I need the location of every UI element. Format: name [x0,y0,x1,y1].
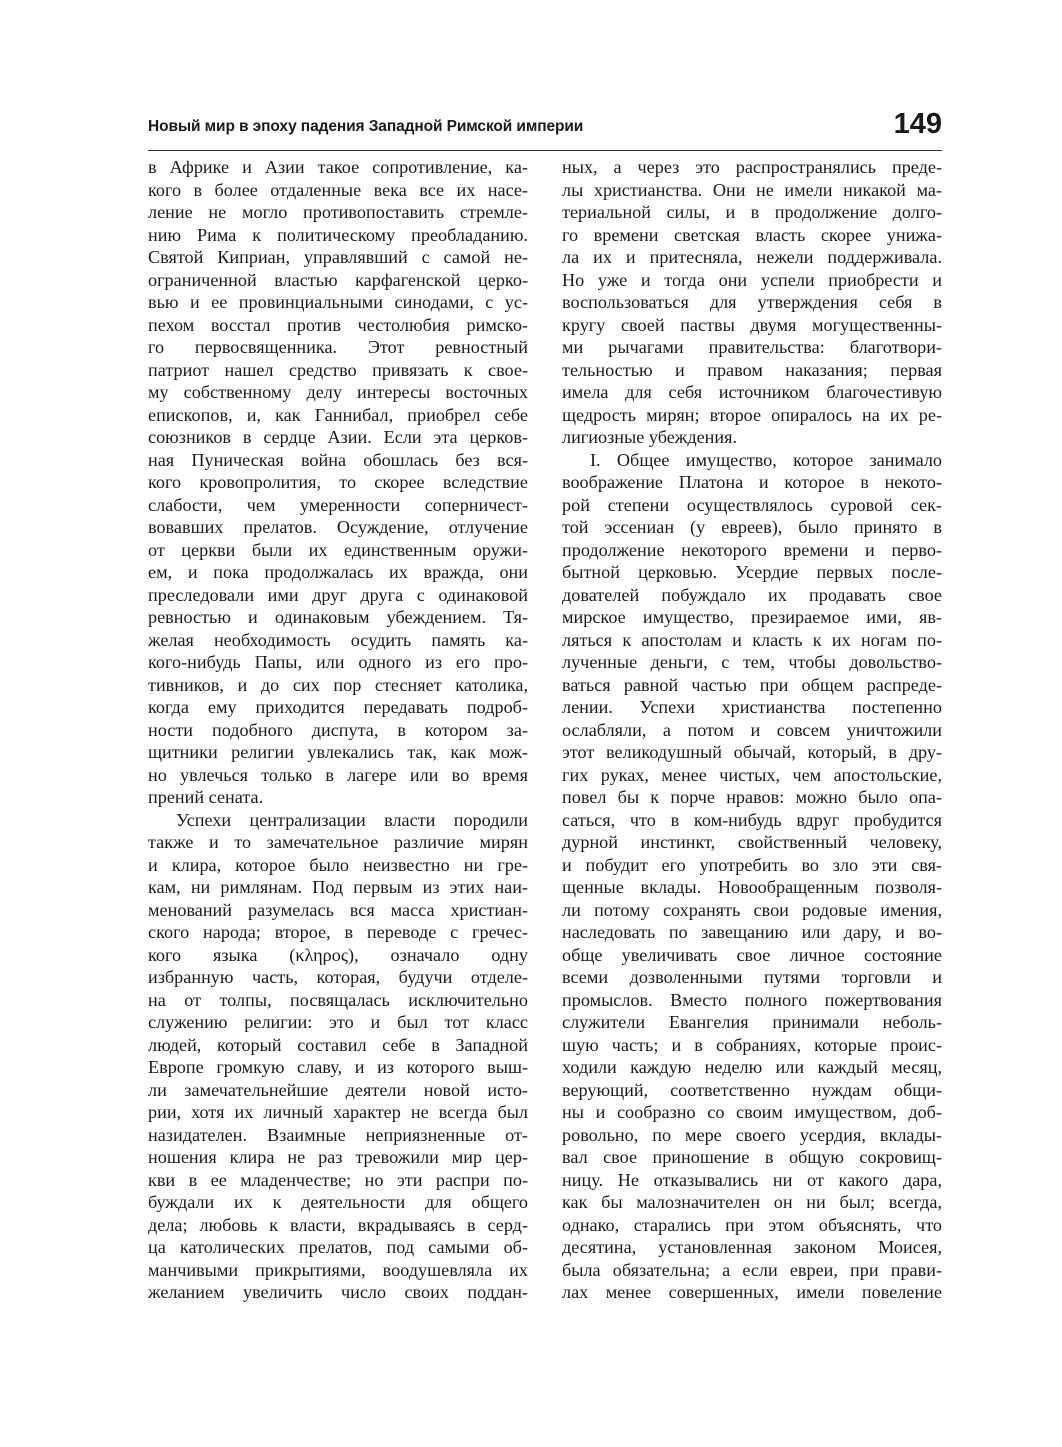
text-line: шую часть; и в собраниях, которые проис- [562,1034,942,1055]
right-text-column [562,156,942,1304]
text-line: ли потому сохранять свои родовые имения, [562,899,942,920]
text-line: лении. Успехи христианства постепенно [562,697,942,717]
text-line: служению религии: это и был тот класс [148,1012,528,1032]
text-line: продолжение некоторого времени и перво- [562,539,942,560]
text-line: ревностью и одинаковым убеждением. Тя- [148,607,528,627]
text-line: рой степени осуществлялось суровой сек- [562,494,942,515]
text-line: той эссениан (у евреев), было принято в [562,517,942,537]
text-line: также и то замечательное различие мирян [148,832,528,852]
text-line: но увлечься только в лагере или во время [148,764,528,785]
text-line: ослабляли, а потом и совсем уничтожили [562,719,942,740]
text-line: воспользоваться для утверждения себя в [562,292,942,312]
text-line: промыслов. Вместо полного пожертвования [562,989,942,1010]
text-line: и клира, которое было неизвестно ни гре- [148,854,528,875]
text-line: была обязательна; а если евреи, при прави- [562,1259,942,1280]
text-line: бытной церковью. Усердие первых после- [562,562,942,582]
text-line: манчивыми прикрытиями, воодушевляла их [148,1259,528,1280]
text-line: ницу. Не отказывались ни от какого дара, [562,1169,942,1190]
text-line: пехом восстал против честолюбия римско- [148,314,528,335]
text-line: ского народа; второе, в переводе с гречес- [148,922,528,942]
text-line: кви в ее младенчестве; но эти распри по- [148,1169,528,1190]
text-line: в Африке и Азии такое сопротивление, ка- [148,157,528,177]
text-line: кого-нибудь Папы, или одного из его про- [148,652,528,672]
text-line: людей, который составил себе в Западной [148,1034,528,1055]
text-line: дурной инстинкт, свойственный человеку, [562,832,942,852]
text-line: повел бы к порче нравов: можно было опа- [562,787,942,807]
text-line: вал свое приношение в общую сокровищ- [562,1147,942,1167]
text-line: лы христианства. Они не имели никакой ма- [562,179,942,200]
text-line: наследовать по завещанию или дару, и во- [562,922,942,942]
text-line: ности подобного диспута, в котором за- [148,719,528,740]
text-line: ных, а через это распространялись преде- [562,157,942,177]
text-line: го первосвященника. Этот ревностный [148,337,528,357]
text-line: однако, старались при этом объяснять, что [562,1214,942,1235]
page-header [148,106,942,151]
text-line: когда ему приходится передавать подроб- [148,697,528,717]
running-title: Новый мир в эпоху падения Западной Римской империи [148,118,584,135]
text-line: ношения клира не раз тревожили мир цер- [148,1147,528,1167]
text-line: ровольно, по мере своего усердия, вклады- [562,1124,942,1145]
text-line: от церкви были их единственным оружи- [148,539,528,560]
text-line: Успехи централизации власти породили [176,809,528,830]
text-line: Святой Киприан, управлявший с самой не- [148,247,528,267]
text-line: кого кровопролития, то скорее вследствие [148,472,528,492]
text-line: саться, что в ком-нибудь вдруг пробудится [562,809,942,830]
text-line: Европе громкую славу, и из которого выш- [148,1057,528,1077]
text-line: гих руках, менее чистых, чем апостольские, [562,764,942,785]
text-line: ли замечательнейшие деятели новой исто- [148,1079,528,1100]
text-line: кам, ни римлянам. Под первым из этих наи- [148,877,528,897]
text-line: кого в более отдаленные века все их насе- [148,179,528,200]
text-line: прений сената. [148,787,264,807]
text-line: ны и сообразно со своим имуществом, доб- [562,1102,942,1122]
text-line: ограниченной властью карфагенской церко- [148,269,528,290]
text-line: менований разумелась вся масса христиан- [148,899,528,920]
text-line: щитники религии увлекались так, как мож- [148,742,528,762]
text-line: патриот нашел средство привязать к свое- [148,359,528,380]
text-line: щедрость мирян; второе опиралось на их ре- [562,404,942,425]
text-line: воображение Платона и которое в некото- [562,472,942,492]
text-line: лученные деньги, с тем, чтобы довольство- [562,652,942,672]
left-text-column [148,156,528,1304]
text-line: ление не могло противопоставить стремле- [148,202,528,222]
text-line: служители Евангелия принимали неболь- [562,1012,942,1032]
text-line: дователей побуждало их продавать свое [562,584,942,605]
text-line: преследовали ими друг друга с одинаковой [148,584,528,605]
text-line: ходили каждую неделю или каждый месяц, [562,1057,942,1077]
text-line: избранную часть, которая, будучи отделе- [148,967,528,987]
text-line: териальной силы, и в продолжение долго- [562,202,942,222]
text-line: всеми дозволенными путями торговли и [562,967,942,987]
text-line: го времени светская власть скорее унижа- [562,224,942,245]
text-line: на от толпы, посвящалась исключительно [148,989,528,1010]
text-line: дела; любовь к власти, вкрадываясь в серд- [148,1214,528,1235]
text-line: тивников, и до сих пор стесняет католика, [148,674,528,695]
text-line: ваться равной частью при общем распреде- [562,674,942,695]
text-line: обще увеличивать свое личное состояние [562,944,942,965]
text-line: нию Рима к политическому преобладанию. [148,224,528,245]
text-line: ца католических прелатов, под самыми об- [148,1237,528,1257]
text-line: ная Пуническая война обошлась без вся- [148,449,528,470]
text-line: щенные вклады. Новообращенным позволя- [562,877,942,897]
text-line: вовавших прелатов. Осуждение, отлучение [148,517,528,537]
text-line: имела для себя источником благочестивую [562,382,942,402]
text-line: епископов, и, как Ганнибал, приобрел себе [148,404,528,425]
text-line: му собственному делу интересы восточных [148,382,528,402]
text-line: рии, хотя их личный характер не всегда был [148,1102,528,1122]
page-number: 149 [893,108,942,140]
text-line: этот великодушный обычай, который, в дру- [562,742,942,762]
text-line: желанием увеличить число своих поддан- [148,1282,528,1302]
text-line: вью и ее провинциальными синодами, с ус- [148,292,528,312]
text-line: Но уже и тогда они успели приобрести и [562,269,942,290]
text-line: слабости, чем умеренности соперничест- [148,494,528,515]
text-line: десятина, установленная законом Моисея, [562,1237,942,1257]
text-line: тельностью и правом наказания; первая [562,359,942,380]
text-line: мирское имущество, презираемое ими, яв- [562,607,942,627]
text-line: лах менее совершенных, имели повеление [562,1282,942,1302]
text-line: верующий, соответственно нуждам общи- [562,1079,942,1100]
text-line: ми рычагами правительства: благотвори- [562,337,942,357]
text-line: как бы малозначителен он ни был; всегда, [562,1192,942,1212]
text-line: ла их и притесняла, нежели поддерживала. [562,247,942,267]
text-line: I. Общее имущество, которое занимало [590,449,942,470]
text-line: назидателен. Взаимные неприязненные от- [148,1124,528,1145]
text-line: буждали их к деятельности для общего [148,1192,528,1212]
text-line: лигиозные убеждения. [562,427,738,447]
text-line: и побудит его употребить во зло эти свя- [562,854,942,875]
text-line: кого языка (κληρος), означало одну [148,944,528,965]
text-line: кругу своей паствы двумя могущественны- [562,314,942,335]
text-line: желая необходимость осудить память ка- [148,629,528,650]
text-line: ем, и пока продолжалась их вражда, они [148,562,528,582]
text-line: союзников в сердце Азии. Если эта церков- [148,427,528,447]
text-line: ляться к апостолам и класть к их ногам по- [562,629,942,650]
